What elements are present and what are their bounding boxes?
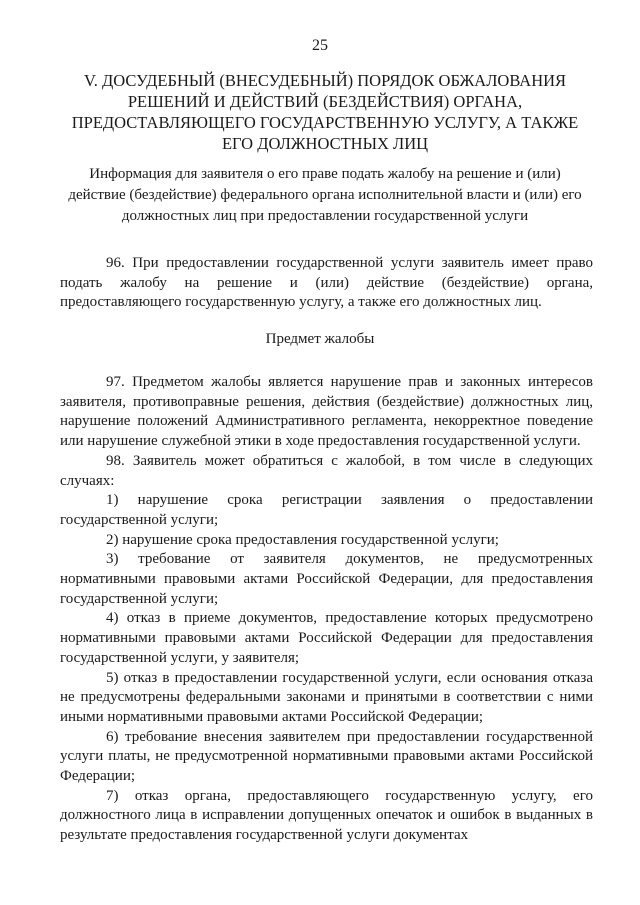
- info-heading: Информация для заявителя о его праве подать жалобу на решение и (или) действие (бездействие) федерального органа исполнительной власти и (или) его должностных лиц при предоставлении государственной услуги: [68, 166, 582, 224]
- subheading: Предмет жалобы: [265, 331, 375, 347]
- page-number: 25: [312, 37, 328, 54]
- body-block: [60, 373, 593, 846]
- list-item: 1) нарушение срока регистрации заявления о предоставлении государственной услуги;: [60, 492, 593, 528]
- list-item: 2) нарушение срока предоставления государственной услуги;: [106, 531, 499, 548]
- paragraph-96-block: [60, 254, 593, 313]
- list-item: 4) отказ в приеме документов, предоставление которых предусмотрено нормативными правовыми актами Российской Федерации для предоставления государственной услуги, у заявителя;: [60, 610, 593, 666]
- list-item: 3) требование от заявителя документов, не предусмотренных нормативными правовыми актами Российской Федерации, для предоставления государственной услуги;: [60, 551, 593, 607]
- section-title: V. ДОСУДЕБНЫЙ (ВНЕСУДЕБНЫЙ) ПОРЯДОК ОБЖАЛОВАНИЯ РЕШЕНИЙ И ДЕЙСТВИЙ (БЕЗДЕЙСТВИЯ) ОРГАНА, ПРЕДОСТАВЛЯЮЩЕГО ГОСУДАРСТВЕННУЮ УСЛУГУ, А ТАКЖЕ ЕГО ДОЛЖНОСТНЫХ ЛИЦ: [71, 71, 579, 153]
- paragraph-97: 97. Предметом жалобы является нарушение прав и законных интересов заявителя, противоправные решения, действия (бездействие) должностных лиц, нарушение положений Административного регламента, некорректное поведение или нарушение служебной этики в ходе предоставления государственной услуги.: [60, 374, 593, 450]
- list-item: 7) отказ органа, предоставляющего государственную услугу, его должностного лица в исправлении допущенных опечаток и ошибок в выданных в результате предоставления государственной услуги документах: [60, 787, 593, 844]
- list-item: 6) требование внесения заявителем при предоставлении государственной услуги платы, не предусмотренной нормативными правовыми актами Российской Федерации;: [60, 728, 593, 785]
- paragraph-98: 98. Заявитель может обратиться с жалобой, в том числе в следующих случаях:: [60, 452, 593, 489]
- paragraph-96: 96. При предоставлении государственной услуги заявитель имеет право подать жалобу на решение и (или) действие (бездействие) органа, предоставляющего государственную услугу, а также его должностных лиц.: [60, 255, 593, 311]
- list-item: 5) отказ в предоставлении государственной услуги, если основания отказа не предусмотрены федеральными законами и принятыми в соответствии с ними иными нормативными правовыми актами Российской Федерации;: [60, 669, 593, 725]
